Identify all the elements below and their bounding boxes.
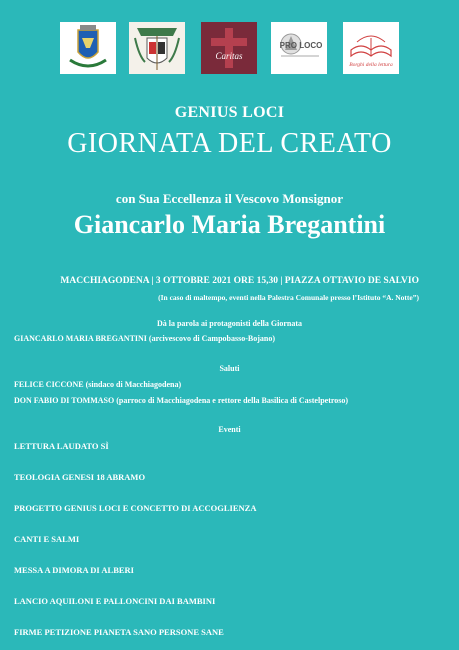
eventi-heading: Eventi [218,425,241,434]
event-item: TEOLOGIA GENESI 18 ABRAMO [14,472,146,482]
main-speaker-name: GIANCARLO MARIA BREGANTINI [14,334,147,343]
saluti-person [14,396,348,405]
vescovo-stemma-logo [129,22,185,74]
event-item: LETTURA LAUDATO SÌ [14,441,109,451]
subtitle: con Sua Eccellenza il Vescovo Monsignor [115,191,344,206]
event-item: MESSA A DIMORA DI ALBERI [14,565,134,575]
page-title: GIORNATA DEL CREATO [67,128,392,159]
borghi-della-lettura-logo [343,22,399,74]
kicker-title: GENIUS LOCI [174,104,285,121]
pro-loco-logo [271,22,327,74]
comune-stemma-logo [60,22,116,74]
event-item: LANCIO AQUILONI E PALLONCINI DAI BAMBINI [14,596,216,606]
saluti-person-name: FELICE CICCONE [14,380,84,389]
event-item: CANTI E SALMI [14,534,80,544]
saluti-person-role: (parroco di Macchiagodena e rettore della Basilica di Castelpetroso) [116,396,349,405]
borghi-logo-text: Borghi della lettura [349,62,393,68]
caritas-logo-text: Caritas [215,51,243,61]
speakers-heading: Dà la parola ai protagonisti della Giornata [156,319,303,328]
weather-note: (In caso di maltempo, eventi nella Palestra Comunale presso l’Istituto “A. Notte”) [158,293,419,302]
caritas-logo [201,22,257,74]
main-speaker [14,334,275,343]
saluti-person-name: DON FABIO DI TOMMASO [14,396,115,405]
guest-name: Giancarlo Maria Bregantini [73,210,386,239]
saluti-heading: Saluti [219,364,240,373]
saluti-person-role: (sindaco di Macchiagodena) [85,380,182,389]
pro-loco-logo-text: PRO LOCO [279,41,323,50]
event-item: FIRME PETIZIONE PIANETA SANO PERSONE SANE [14,627,224,637]
event-date-line: MACCHIAGODENA | 3 OTTOBRE 2021 ORE 15,30 | PIAZZA OTTAVIO DE SALVIO [60,276,419,286]
main-speaker-role: (arcivescovo di Campobasso-Bojano) [148,334,275,343]
saluti-person [14,380,181,389]
logos-row [0,22,459,74]
event-item: PROGETTO GENIUS LOCI E CONCETTO DI ACCOGLIENZA [14,503,257,513]
